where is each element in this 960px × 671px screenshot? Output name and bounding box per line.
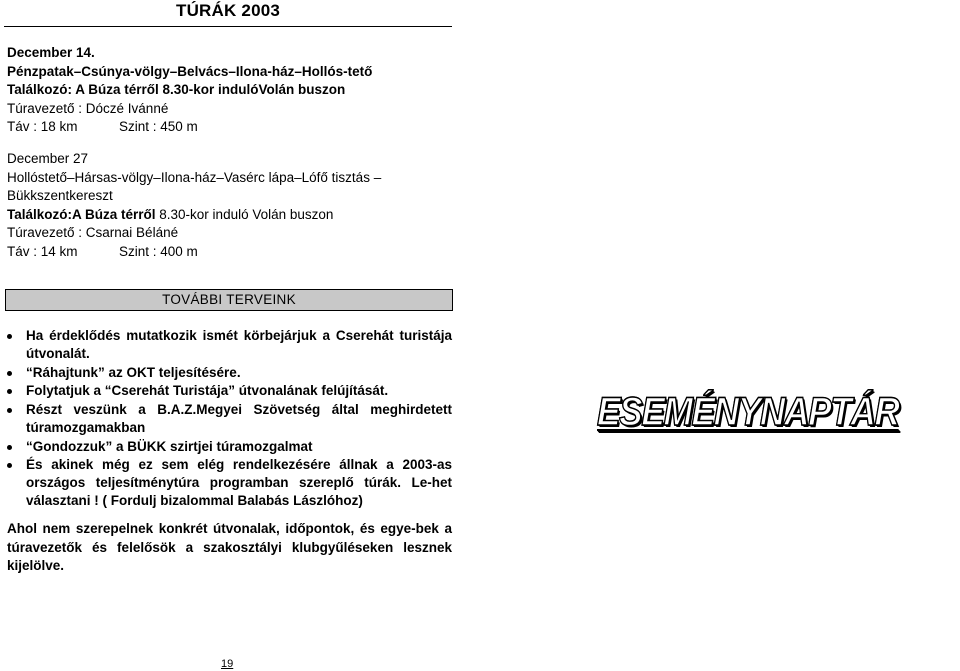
list-item-text: Ha érdeklődés mutatkozik ismét körbejárjuk a Cserehát turistája útvonalát. [26,328,452,362]
tour-guide: Túravezető : Csarnai Béláné [7,225,179,241]
list-item-text: Folytatjuk a “Cserehát Turistája” útvonalának felújítását. [26,383,389,399]
tour-meeting: Találkozó: A Búza térről 8.30-kor indulóVolán buszon [7,82,346,98]
list-item-text: “Ráhajtunk” az OKT teljesítésére. [26,364,241,380]
tour-meeting-place: Találkozó:A Búza térről [7,206,156,222]
tour-stats [7,118,457,137]
list-item-text: Részt veszünk a B.A.Z.Megyei Szövetség által meghirdetett túramozgamakban [26,401,452,435]
bullet-icon [7,334,12,339]
tour-december-14 [7,44,457,137]
tour-stats [7,243,457,262]
tour-elevation: Szint : 400 m [119,243,198,259]
tour-elevation: Szint : 450 m [119,119,198,135]
page-title: TÚRÁK 2003 [176,1,281,20]
tour-route-line-1: Hollóstető–Hársas-völgy–Ilona-ház–Vasérc lápa–Lófő tisztás – [7,169,382,185]
tour-date: December 27 [7,151,89,166]
bullet-icon [7,445,12,450]
list-item [7,364,452,382]
event-calendar-title: ESEMÉNYNAPTÁR [597,390,899,434]
tour-route-line-2: Bükkszentkereszt [7,188,113,204]
tour-meeting-time: 8.30-kor induló Volán buszon [155,206,334,222]
tour-distance: Táv : 18 km [7,119,78,135]
list-item-text: “Gondozzuk” a BÜKK szirtjei túramozgalmat [26,438,313,454]
header-divider [4,26,452,27]
list-item [7,438,452,456]
bullet-icon [7,463,12,468]
tour-guide: Túravezető : Dóczé Ivánné [7,100,169,116]
tour-distance: Táv : 14 km [7,243,78,259]
tour-route: Pénzpatak–Csúnya-völgy–Belvács–Ilona-ház–Hollós-tető [7,63,373,79]
tour-date: December 14. [7,45,95,60]
plans-heading: TOVÁBBI TERVEINK [5,289,453,311]
list-item [7,327,452,363]
bullet-icon [7,371,12,376]
list-item [7,382,452,400]
bullet-icon [7,408,12,413]
list-item [7,456,452,510]
tour-december-27 [7,150,457,262]
tour-meeting [7,206,457,225]
bullet-icon [7,389,12,394]
page-number: 19 [221,658,234,670]
list-item-text: És akinek még ez sem elég rendelkezésére állnak a 2003-as országos teljesítménytúra programban szereplő túrák. Le-het választani ! ( Fordulj bizalommal Balabás Lászlóhoz) [26,457,452,509]
plans-list [7,327,452,511]
list-item [7,401,452,437]
closing-note: Ahol nem szerepelnek konkrét útvonalak, időpontok, és egye-bek a túravezetők és felelősök a szakosztályi klubgyűléseken lesznek kijelölve. [7,521,452,574]
